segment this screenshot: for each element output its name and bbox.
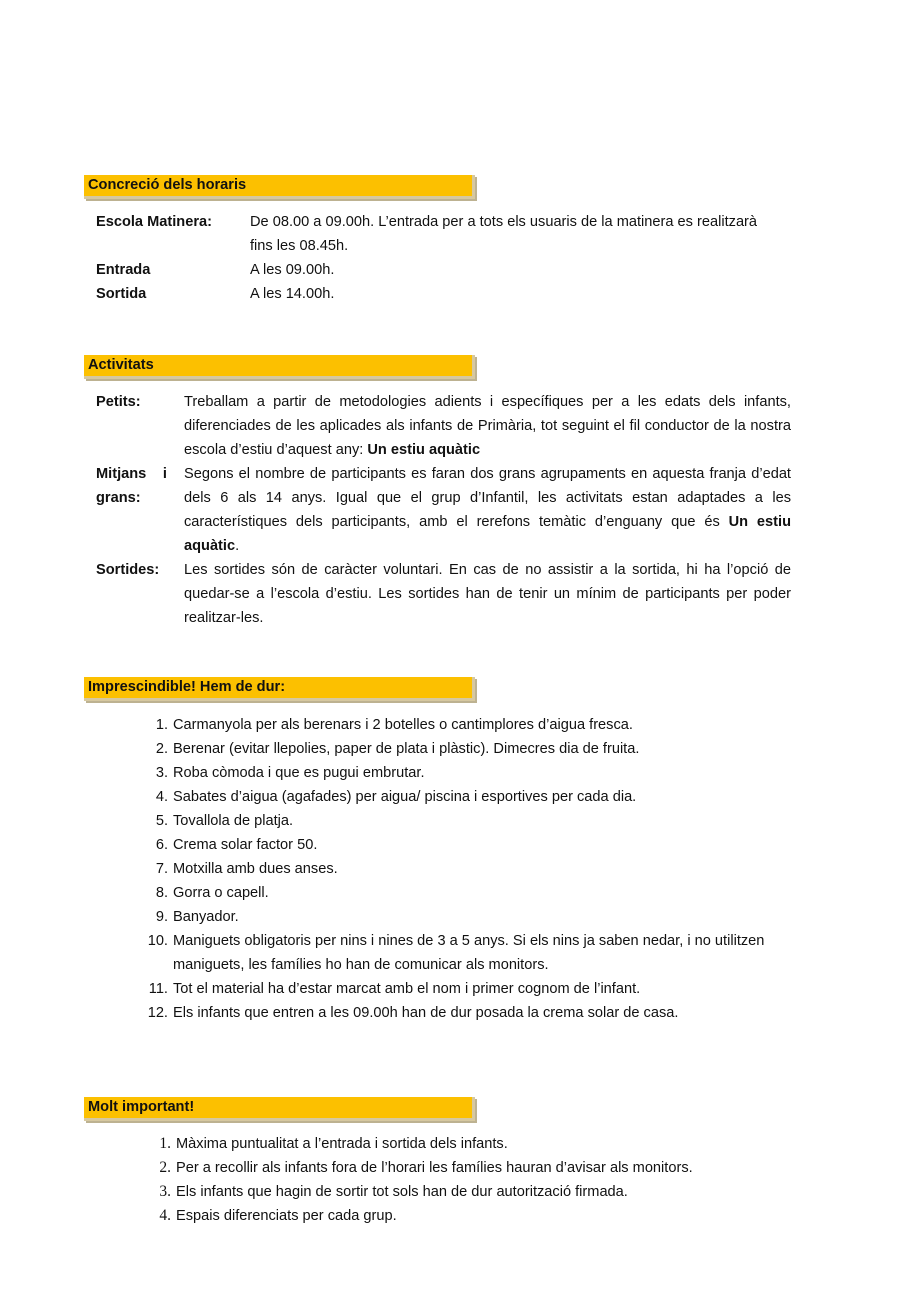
section-header-horaris [84, 175, 475, 199]
list-item-text: Per a recollir als infants fora de l’horari les famílies hauran d’avisar als monitors. [176, 1160, 693, 1176]
list-item [155, 833, 793, 857]
list-item [159, 1204, 796, 1228]
list-item [155, 713, 793, 737]
list-item-number: 10. [147, 933, 168, 949]
list-item [155, 905, 793, 929]
list-item-number: 4. [155, 789, 168, 805]
list-item [155, 785, 793, 809]
section-header-important [84, 1097, 475, 1121]
label-petits: Petits: [96, 394, 141, 410]
text-mitjans-body: Segons el nombre de participants es faran dos grans agrupaments en aquesta franja d’edat dels 6 als 14 anys. Igual que el grup d’Infantil, les activitats estan adaptades a les característiques dels participants, amb el rerefons temàtic d’enguany que és [184, 466, 791, 530]
list-item [155, 881, 793, 905]
list-item [159, 1132, 796, 1156]
list-item-text: Motxilla amb dues anses. [173, 861, 338, 877]
section-header-activitats [84, 355, 475, 379]
text-mitjans [184, 462, 791, 558]
list-item-text: Roba còmoda i que es pugui embrutar. [173, 765, 425, 781]
list-item-number: 5. [155, 813, 168, 829]
list-item-number: 7. [155, 861, 168, 877]
text-petits-body: Treballam a partir de metodologies adients i específiques per a les edats dels infants, diferenciades de les aplicades als infants de Primària, tot seguint el fil conductor de la nostra escola d’estiu d’aquest any: [184, 394, 791, 458]
list-item-number: 6. [155, 837, 168, 853]
label-entrada: Entrada [96, 262, 151, 278]
value-escola-matinera-line2: fins les 08.45h. [250, 238, 349, 254]
list-item [147, 1001, 793, 1025]
label-mitjans-line1: Mitjans i [96, 466, 167, 482]
value-escola-matinera-line1: De 08.00 a 09.00h. L’entrada per a tots els usuaris de la matinera es realitzarà [250, 214, 758, 230]
value-sortida: A les 14.00h. [250, 286, 335, 302]
list-item [155, 761, 793, 785]
list-item-number: 8. [155, 885, 168, 901]
list-item-text: Sabates d’aigua (agafades) per aigua/ piscina i esportives per cada dia. [173, 789, 637, 805]
text-petits [184, 390, 791, 462]
section-title: Activitats [88, 357, 154, 373]
list-item-text: Tot el material ha d’estar marcat amb el nom i primer cognom de l’infant. [173, 981, 641, 997]
list-important [159, 1132, 796, 1228]
list-item-number: 11. [148, 981, 168, 997]
section-title: Concreció dels horaris [88, 177, 247, 193]
list-item-text: Gorra o capell. [173, 885, 269, 901]
list-item [155, 737, 793, 761]
list-item [155, 857, 793, 881]
list-item-number: 1. [159, 1135, 171, 1152]
list-item-text: Màxima puntualitat a l’entrada i sortida dels infants. [176, 1136, 508, 1152]
list-item-number: 9. [155, 909, 168, 925]
section-title: Imprescindible! Hem de dur: [88, 679, 286, 695]
list-item-text: Banyador. [173, 909, 239, 925]
list-imprescindible [147, 713, 793, 1025]
list-item-text: Els infants que hagin de sortir tot sols han de dur autorització firmada. [176, 1184, 628, 1200]
list-item [147, 929, 793, 977]
list-item [155, 809, 793, 833]
text-sortides: Les sortides són de caràcter voluntari. En cas de no assistir a la sortida, hi ha l’opció de quedar-se a l’escola d’estiu. Les sortides han de tenir un mínim de participants per poder realitzar-les. [184, 562, 791, 626]
label-mitjans-line2: grans: [96, 490, 141, 506]
list-item-text: Crema solar factor 50. [173, 837, 318, 853]
list-item-text: Els infants que entren a les 09.00h han de dur posada la crema solar de casa. [173, 1005, 679, 1021]
list-item-number: 2. [159, 1159, 171, 1176]
label-sortida: Sortida [96, 286, 147, 302]
list-item-text: Maniguets obligatoris per nins i nines de 3 a 5 anys. Si els nins ja saben nedar, i no utilitzen maniguets, les famílies ho han de comunicar als monitors. [173, 933, 765, 973]
text-mitjans-bold: Un estiu aquàtic [184, 514, 791, 554]
text-petits-bold: Un estiu aquàtic [367, 442, 481, 458]
text-mitjans-end: . [235, 538, 240, 554]
label-sortides: Sortides: [96, 562, 160, 578]
list-item [159, 1180, 796, 1204]
list-item-number: 3. [155, 765, 168, 781]
list-item-text: Berenar (evitar llepolies, paper de plata i plàstic). Dimecres dia de fruita. [173, 741, 640, 757]
list-item-text: Carmanyola per als berenars i 2 botelles o cantimplores d’aigua fresca. [173, 717, 633, 733]
list-item-number: 2. [155, 741, 168, 757]
section-title: Molt important! [88, 1099, 195, 1115]
list-item-text: Tovallola de platja. [173, 813, 294, 829]
list-item-number: 4. [159, 1207, 171, 1224]
list-item-text: Espais diferenciats per cada grup. [176, 1208, 397, 1224]
list-item [148, 977, 793, 1001]
label-escola-matinera: Escola Matinera: [96, 214, 212, 230]
value-entrada: A les 09.00h. [250, 262, 335, 278]
list-item [159, 1156, 796, 1180]
section-header-imprescindible [84, 677, 475, 701]
list-item-number: 12. [147, 1005, 168, 1021]
list-item-number: 3. [159, 1183, 171, 1200]
list-item-number: 1. [155, 717, 168, 733]
